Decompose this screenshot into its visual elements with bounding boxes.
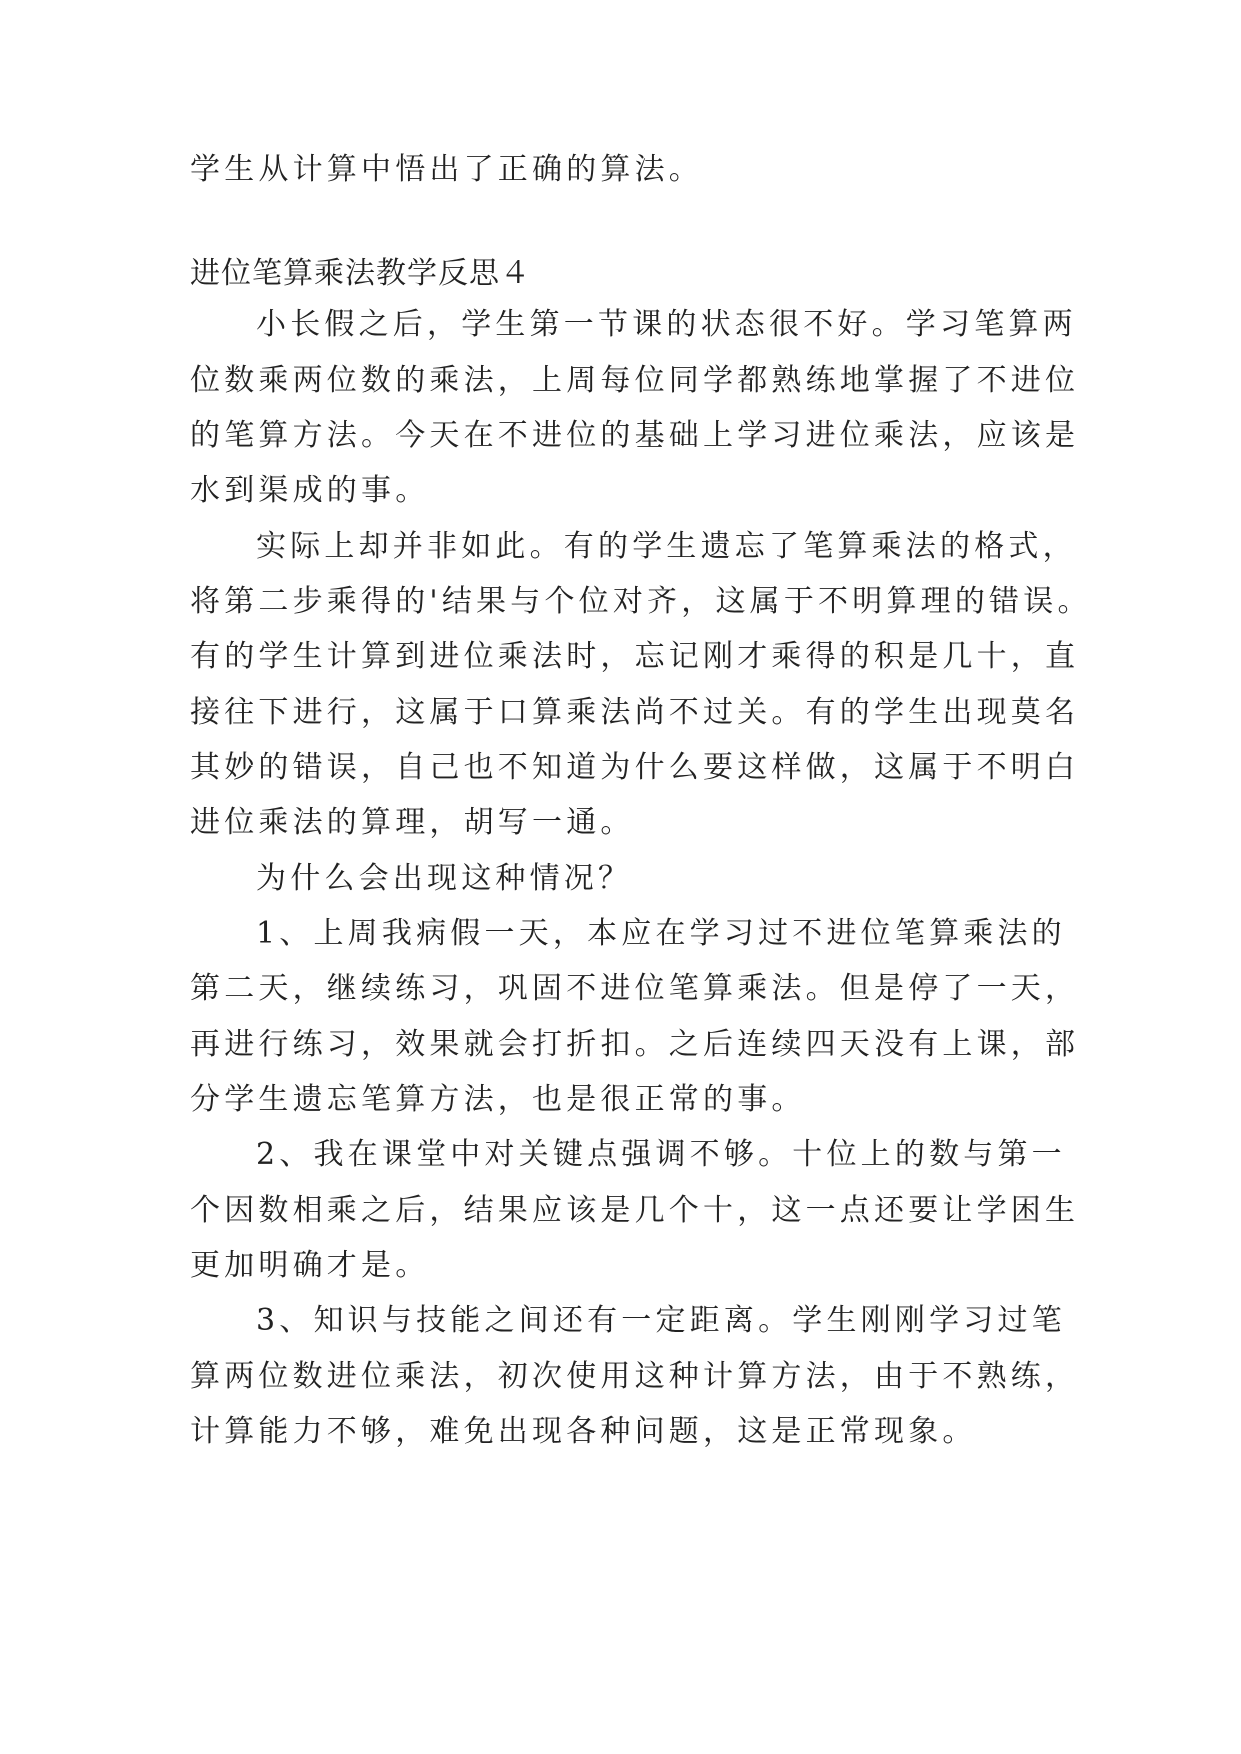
text-line: 分学生遗忘笔算方法，也是很正常的事。	[190, 1082, 806, 1117]
section-heading: 进位笔算乘法教学反思４	[190, 256, 531, 291]
text-line: 3、知识与技能之间还有一定距离。学生刚刚学习过笔	[256, 1303, 1066, 1338]
text-line: 更加明确才是。	[190, 1248, 430, 1283]
text-line: 第二天，继续练习，巩固不进位笔算乘法。但是停了一天，	[190, 971, 1080, 1006]
text-line: 实际上却并非如此。有的学生遗忘了笔算乘法的格式，	[256, 529, 1077, 564]
text-line: 1、上周我病假一天，本应在学习过不进位笔算乘法的	[256, 916, 1066, 951]
text-line: 算两位数进位乘法，初次使用这种计算方法，由于不熟练，	[190, 1359, 1080, 1394]
text-line: 的笔算方法。今天在不进位的基础上学习进位乘法，应该是	[190, 418, 1080, 453]
text-line: 2、我在课堂中对关键点强调不够。十位上的数与第一	[256, 1137, 1066, 1172]
text-line: 其妙的错误，自己也不知道为什么要这样做，这属于不明白	[190, 750, 1080, 785]
text-line: 进位乘法的算理，胡写一通。	[190, 805, 635, 840]
text-line: 为什么会出现这种情况？	[256, 861, 633, 896]
text-line: 将第二步乘得的'结果与个位对齐，这属于不明算理的错误。	[190, 584, 1092, 619]
continuation-line: 学生从计算中悟出了正确的算法。	[190, 152, 703, 187]
text-line: 位数乘两位数的乘法，上周每位同学都熟练地掌握了不进位	[190, 363, 1080, 398]
text-line: 小长假之后，学生第一节课的状态很不好。学习笔算两	[256, 307, 1077, 342]
text-line: 个因数相乘之后，结果应该是几个十，这一点还要让学困生	[190, 1193, 1080, 1228]
text-line: 水到渠成的事。	[190, 473, 430, 508]
text-line: 计算能力不够，难免出现各种问题，这是正常现象。	[190, 1414, 977, 1449]
text-line: 再进行练习，效果就会打折扣。之后连续四天没有上课，部	[190, 1027, 1080, 1062]
text-line: 有的学生计算到进位乘法时，忘记刚才乘得的积是几十，直	[190, 639, 1080, 674]
text-line: 接往下进行，这属于口算乘法尚不过关。有的学生出现莫名	[190, 695, 1080, 730]
